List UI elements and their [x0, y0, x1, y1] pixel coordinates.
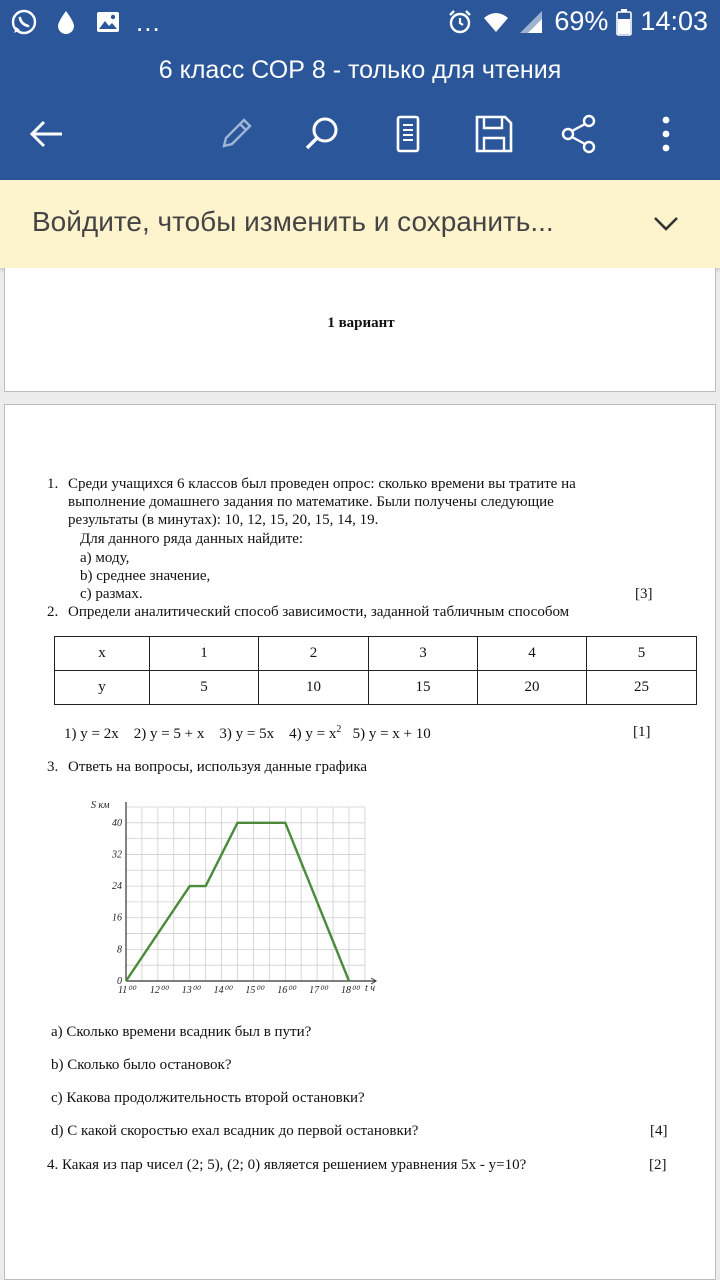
sign-in-banner-text: Войдите, чтобы изменить и сохранить... — [32, 206, 554, 237]
q1-line: выполнение домашнего задания по математике. Были получены следующие — [68, 494, 554, 510]
signal-icon — [518, 8, 546, 36]
table-cell: 3 — [369, 637, 478, 671]
y-tick-label: 40 — [112, 817, 122, 829]
battery-percent: 69% — [554, 6, 609, 36]
q3-question-d: d) С какой скоростью ехал всадник до первой остановки? — [51, 1123, 419, 1139]
drop-icon — [52, 8, 80, 36]
q2-table — [54, 636, 697, 705]
status-more: ... — [136, 7, 161, 37]
q3-question-b: b) Сколько было остановок? — [51, 1057, 232, 1073]
save-icon — [474, 114, 514, 154]
x-tick-label: 14⁰⁰ — [213, 985, 232, 996]
y-tick-label: 16 — [112, 912, 122, 924]
status-bar — [0, 0, 720, 48]
table-cell: 5 — [587, 637, 697, 671]
q1-item: a) моду, — [80, 550, 130, 566]
distance-time-graph — [89, 795, 389, 1000]
table-cell: 20 — [478, 671, 587, 705]
table-row — [55, 671, 697, 705]
q3-question-c: c) Какова продолжительность второй остановки? — [51, 1090, 365, 1106]
q1-line: Среди учащихся 6 классов был проведен опрос: сколько времени вы тратите на — [68, 476, 576, 492]
document-title: 6 класс СОР 8 - только для чтения — [158, 56, 562, 84]
y-tick-label: 32 — [112, 849, 122, 861]
table-row — [55, 637, 697, 671]
q2-option: 2) y = 5 + x — [133, 726, 205, 742]
alarm-icon — [446, 8, 474, 36]
more-icon — [646, 114, 686, 154]
more-button[interactable] — [642, 110, 690, 158]
y-tick-label: 8 — [117, 944, 122, 956]
q4-score: [2] — [649, 1157, 667, 1173]
clock: 14:03 — [640, 6, 708, 36]
q1-line: результаты (в минутах): 10, 12, 15, 20, 15, 14, 19. — [68, 512, 379, 528]
q2-option: 3) y = 5x — [219, 726, 275, 742]
table-cell: 15 — [369, 671, 478, 705]
image-icon — [94, 8, 122, 36]
edit-icon — [216, 114, 256, 154]
table-cell: 1 — [150, 637, 259, 671]
x-tick-label: 15⁰⁰ — [245, 985, 264, 996]
q2-score: [1] — [633, 724, 651, 740]
q2-text: Определи аналитический способ зависимости, заданной табличным способом — [68, 604, 570, 620]
y-tick-label: 0 — [117, 976, 122, 987]
table-cell: 2 — [259, 637, 369, 671]
sign-in-banner[interactable] — [0, 180, 720, 268]
document-page-1 — [4, 268, 716, 392]
table-cell: 5 — [150, 671, 259, 705]
q1-prompt: Для данного ряда данных найдите: — [80, 531, 304, 547]
q2-number: 2. — [47, 604, 59, 620]
q2-option: 1) y = 2x — [64, 726, 119, 742]
q2-option: 5) y = x + 10 — [352, 726, 431, 742]
q1-item: c) размах. — [80, 586, 143, 602]
table-cell: 10 — [259, 671, 369, 705]
search-icon — [302, 114, 342, 154]
edit-button[interactable] — [212, 110, 260, 158]
q3-number: 3. — [47, 759, 59, 775]
table-cell: 4 — [478, 637, 587, 671]
battery-icon — [616, 8, 632, 36]
x-tick-label: 12⁰⁰ — [149, 985, 168, 996]
chevron-down-icon[interactable] — [648, 206, 684, 242]
table-cell: x — [55, 637, 150, 671]
x-tick-label: 16⁰⁰ — [277, 985, 296, 996]
save-button[interactable] — [470, 110, 518, 158]
x-tick-label: 17⁰⁰ — [309, 985, 328, 996]
x-tick-label: 18⁰⁰ — [341, 985, 360, 996]
x-axis-label: t ч — [365, 983, 376, 994]
back-button[interactable] — [22, 110, 70, 158]
q3-score: [4] — [650, 1123, 668, 1139]
back-icon — [26, 114, 66, 154]
q4-text: 4. Какая из пар чисел (2; 5), (2; 0) является решением уравнения 5x - y=10? — [47, 1157, 527, 1173]
q1-score: [3] — [635, 586, 653, 602]
wifi-icon — [482, 8, 510, 36]
x-tick-label: 11⁰⁰ — [118, 985, 136, 996]
q2-options — [64, 724, 431, 743]
x-tick-label: 13⁰⁰ — [181, 985, 200, 996]
whatsapp-icon — [10, 8, 38, 36]
q1-number: 1. — [47, 476, 59, 492]
table-cell: 25 — [587, 671, 697, 705]
mobile-view-icon — [388, 114, 428, 154]
document-page-2 — [4, 404, 716, 1280]
q2-option-exponent: 2 — [336, 724, 342, 735]
q1-item: b) среднее значение, — [80, 568, 211, 584]
share-icon — [559, 114, 599, 154]
search-button[interactable] — [298, 110, 346, 158]
app-title-bar — [0, 48, 720, 180]
share-button[interactable] — [555, 110, 603, 158]
q3-text: Ответь на вопросы, используя данные графика — [68, 759, 368, 775]
y-tick-label: 24 — [112, 881, 122, 893]
y-axis-label: S км — [91, 800, 110, 811]
mobile-view-button[interactable] — [384, 110, 432, 158]
table-cell: y — [55, 671, 150, 705]
q2-option: 4) y = x — [289, 726, 337, 742]
q3-question-a: a) Сколько времени всадник был в пути? — [51, 1024, 312, 1040]
variant-heading: 1 вариант — [327, 315, 395, 331]
